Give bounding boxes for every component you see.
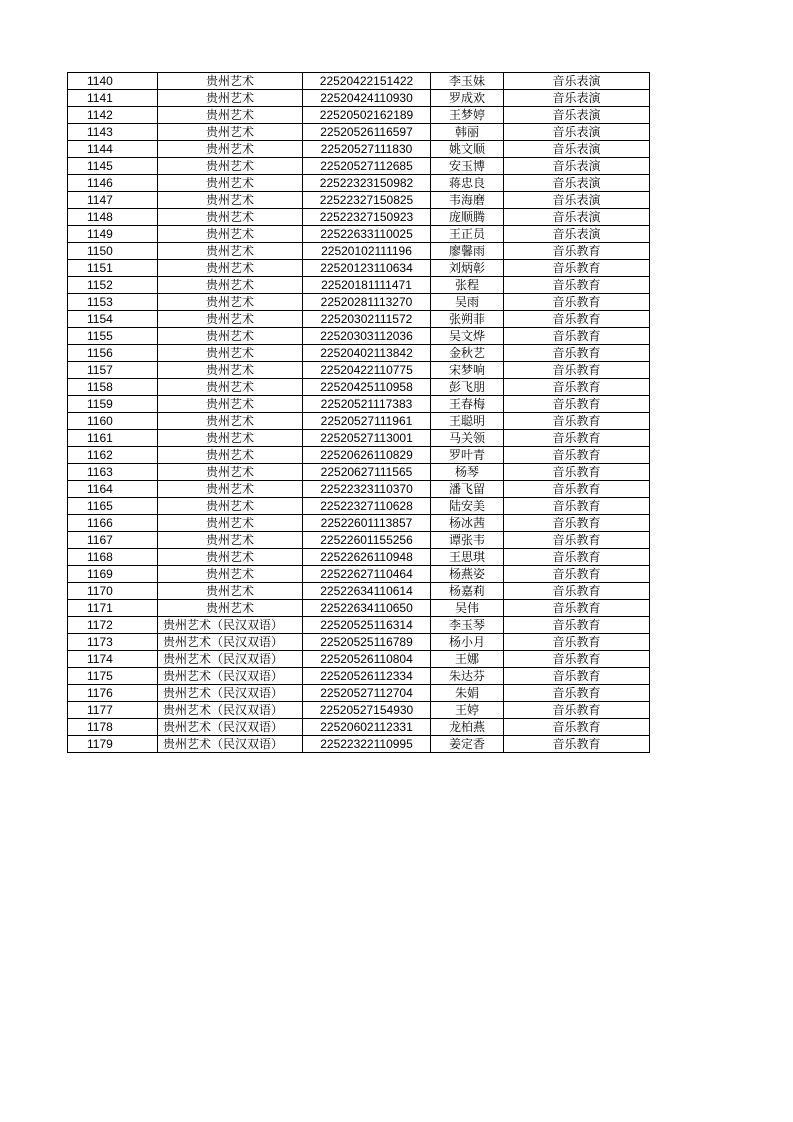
major-cell: 音乐教育 bbox=[504, 430, 650, 447]
exam-id-cell: 22522327150923 bbox=[303, 209, 431, 226]
major-cell: 音乐表演 bbox=[504, 90, 650, 107]
table-row bbox=[68, 175, 650, 192]
exam-id-cell: 22520102111196 bbox=[303, 243, 431, 260]
major-cell: 音乐表演 bbox=[504, 107, 650, 124]
school-cell: 贵州艺术 bbox=[158, 277, 303, 294]
table-row bbox=[68, 124, 650, 141]
table-row bbox=[68, 345, 650, 362]
table-row bbox=[68, 447, 650, 464]
row-number-cell: 1179 bbox=[68, 736, 158, 753]
student-name-cell: 马关领 bbox=[431, 430, 504, 447]
student-name-cell: 潘飞留 bbox=[431, 481, 504, 498]
major-cell: 音乐教育 bbox=[504, 498, 650, 515]
table-row bbox=[68, 702, 650, 719]
table-row bbox=[68, 413, 650, 430]
row-number-cell: 1177 bbox=[68, 702, 158, 719]
row-number-cell: 1150 bbox=[68, 243, 158, 260]
row-number-cell: 1174 bbox=[68, 651, 158, 668]
student-name-cell: 陆安美 bbox=[431, 498, 504, 515]
row-number-cell: 1140 bbox=[68, 73, 158, 90]
row-number-cell: 1172 bbox=[68, 617, 158, 634]
exam-id-cell: 22522323150982 bbox=[303, 175, 431, 192]
student-name-cell: 吴文烨 bbox=[431, 328, 504, 345]
table-row bbox=[68, 481, 650, 498]
student-name-cell: 杨燕姿 bbox=[431, 566, 504, 583]
table-row bbox=[68, 498, 650, 515]
major-cell: 音乐教育 bbox=[504, 328, 650, 345]
row-number-cell: 1165 bbox=[68, 498, 158, 515]
student-name-cell: 杨小月 bbox=[431, 634, 504, 651]
major-cell: 音乐教育 bbox=[504, 294, 650, 311]
school-cell: 贵州艺术（民汉双语） bbox=[158, 685, 303, 702]
student-name-cell: 韩丽 bbox=[431, 124, 504, 141]
row-number-cell: 1155 bbox=[68, 328, 158, 345]
exam-id-cell: 22520521117383 bbox=[303, 396, 431, 413]
exam-id-cell: 22520527112685 bbox=[303, 158, 431, 175]
table-row bbox=[68, 90, 650, 107]
table-row bbox=[68, 600, 650, 617]
exam-id-cell: 22520527111961 bbox=[303, 413, 431, 430]
row-number-cell: 1141 bbox=[68, 90, 158, 107]
student-name-cell: 韦海磨 bbox=[431, 192, 504, 209]
table-row bbox=[68, 141, 650, 158]
major-cell: 音乐教育 bbox=[504, 532, 650, 549]
table-row bbox=[68, 379, 650, 396]
table-row bbox=[68, 515, 650, 532]
major-cell: 音乐表演 bbox=[504, 209, 650, 226]
student-name-cell: 姜定香 bbox=[431, 736, 504, 753]
row-number-cell: 1176 bbox=[68, 685, 158, 702]
exam-id-cell: 22522601155256 bbox=[303, 532, 431, 549]
exam-id-cell: 22522327110628 bbox=[303, 498, 431, 515]
major-cell: 音乐教育 bbox=[504, 447, 650, 464]
school-cell: 贵州艺术（民汉双语） bbox=[158, 668, 303, 685]
row-number-cell: 1166 bbox=[68, 515, 158, 532]
row-number-cell: 1162 bbox=[68, 447, 158, 464]
table-row bbox=[68, 158, 650, 175]
row-number-cell: 1156 bbox=[68, 345, 158, 362]
major-cell: 音乐教育 bbox=[504, 668, 650, 685]
student-name-cell: 安玉博 bbox=[431, 158, 504, 175]
major-cell: 音乐教育 bbox=[504, 515, 650, 532]
row-number-cell: 1149 bbox=[68, 226, 158, 243]
row-number-cell: 1175 bbox=[68, 668, 158, 685]
row-number-cell: 1159 bbox=[68, 396, 158, 413]
school-cell: 贵州艺术 bbox=[158, 498, 303, 515]
exam-id-cell: 22522322110995 bbox=[303, 736, 431, 753]
major-cell: 音乐教育 bbox=[504, 345, 650, 362]
exam-id-cell: 22520527113001 bbox=[303, 430, 431, 447]
row-number-cell: 1178 bbox=[68, 719, 158, 736]
student-name-cell: 庞顺腾 bbox=[431, 209, 504, 226]
exam-id-cell: 22522327150825 bbox=[303, 192, 431, 209]
student-name-cell: 罗叶青 bbox=[431, 447, 504, 464]
student-name-cell: 廖馨雨 bbox=[431, 243, 504, 260]
table-row bbox=[68, 549, 650, 566]
exam-id-cell: 22520422151422 bbox=[303, 73, 431, 90]
school-cell: 贵州艺术 bbox=[158, 226, 303, 243]
table-row bbox=[68, 532, 650, 549]
exam-id-cell: 22520626110829 bbox=[303, 447, 431, 464]
major-cell: 音乐教育 bbox=[504, 702, 650, 719]
exam-id-cell: 22522626110948 bbox=[303, 549, 431, 566]
school-cell: 贵州艺术 bbox=[158, 311, 303, 328]
major-cell: 音乐教育 bbox=[504, 549, 650, 566]
exam-id-cell: 22520525116314 bbox=[303, 617, 431, 634]
exam-id-cell: 22520502162189 bbox=[303, 107, 431, 124]
school-cell: 贵州艺术 bbox=[158, 362, 303, 379]
major-cell: 音乐教育 bbox=[504, 583, 650, 600]
exam-id-cell: 22520123110634 bbox=[303, 260, 431, 277]
student-name-cell: 宋梦响 bbox=[431, 362, 504, 379]
school-cell: 贵州艺术 bbox=[158, 481, 303, 498]
student-name-cell: 谭张韦 bbox=[431, 532, 504, 549]
exam-id-cell: 22522601113857 bbox=[303, 515, 431, 532]
row-number-cell: 1152 bbox=[68, 277, 158, 294]
school-cell: 贵州艺术（民汉双语） bbox=[158, 719, 303, 736]
student-name-cell: 姚文顺 bbox=[431, 141, 504, 158]
major-cell: 音乐表演 bbox=[504, 141, 650, 158]
school-cell: 贵州艺术 bbox=[158, 294, 303, 311]
exam-id-cell: 22520527112704 bbox=[303, 685, 431, 702]
exam-id-cell: 22520302111572 bbox=[303, 311, 431, 328]
student-name-cell: 吴伟 bbox=[431, 600, 504, 617]
table-row bbox=[68, 260, 650, 277]
table-row bbox=[68, 583, 650, 600]
table-row bbox=[68, 226, 650, 243]
exam-id-cell: 22520525116789 bbox=[303, 634, 431, 651]
exam-id-cell: 22522634110614 bbox=[303, 583, 431, 600]
exam-id-cell: 22520402113842 bbox=[303, 345, 431, 362]
table-row bbox=[68, 566, 650, 583]
table-row bbox=[68, 396, 650, 413]
table-row bbox=[68, 294, 650, 311]
row-number-cell: 1170 bbox=[68, 583, 158, 600]
table-row bbox=[68, 311, 650, 328]
exam-id-cell: 22520181111471 bbox=[303, 277, 431, 294]
major-cell: 音乐教育 bbox=[504, 481, 650, 498]
major-cell: 音乐教育 bbox=[504, 600, 650, 617]
exam-id-cell: 22520424110930 bbox=[303, 90, 431, 107]
table-row bbox=[68, 362, 650, 379]
school-cell: 贵州艺术（民汉双语） bbox=[158, 617, 303, 634]
major-cell: 音乐表演 bbox=[504, 124, 650, 141]
row-number-cell: 1163 bbox=[68, 464, 158, 481]
school-cell: 贵州艺术 bbox=[158, 396, 303, 413]
student-name-cell: 罗成欢 bbox=[431, 90, 504, 107]
row-number-cell: 1151 bbox=[68, 260, 158, 277]
row-number-cell: 1171 bbox=[68, 600, 158, 617]
exam-id-cell: 22522627110464 bbox=[303, 566, 431, 583]
major-cell: 音乐教育 bbox=[504, 685, 650, 702]
school-cell: 贵州艺术（民汉双语） bbox=[158, 702, 303, 719]
school-cell: 贵州艺术 bbox=[158, 413, 303, 430]
exam-id-cell: 22520526110804 bbox=[303, 651, 431, 668]
row-number-cell: 1173 bbox=[68, 634, 158, 651]
table-row bbox=[68, 192, 650, 209]
exam-id-cell: 22520526112334 bbox=[303, 668, 431, 685]
table-row bbox=[68, 73, 650, 90]
major-cell: 音乐表演 bbox=[504, 175, 650, 192]
student-name-cell: 张朔菲 bbox=[431, 311, 504, 328]
major-cell: 音乐表演 bbox=[504, 73, 650, 90]
school-cell: 贵州艺术（民汉双语） bbox=[158, 736, 303, 753]
exam-id-cell: 22520602112331 bbox=[303, 719, 431, 736]
major-cell: 音乐教育 bbox=[504, 311, 650, 328]
student-name-cell: 张程 bbox=[431, 277, 504, 294]
student-name-cell: 彭飞朋 bbox=[431, 379, 504, 396]
student-name-cell: 王正员 bbox=[431, 226, 504, 243]
row-number-cell: 1145 bbox=[68, 158, 158, 175]
school-cell: 贵州艺术 bbox=[158, 192, 303, 209]
exam-id-cell: 22520303112036 bbox=[303, 328, 431, 345]
exam-id-cell: 22520526116597 bbox=[303, 124, 431, 141]
school-cell: 贵州艺术 bbox=[158, 175, 303, 192]
major-cell: 音乐教育 bbox=[504, 243, 650, 260]
school-cell: 贵州艺术 bbox=[158, 430, 303, 447]
student-name-cell: 李玉妹 bbox=[431, 73, 504, 90]
major-cell: 音乐教育 bbox=[504, 464, 650, 481]
major-cell: 音乐教育 bbox=[504, 396, 650, 413]
major-cell: 音乐教育 bbox=[504, 617, 650, 634]
student-name-cell: 王婷 bbox=[431, 702, 504, 719]
exam-id-cell: 22520422110775 bbox=[303, 362, 431, 379]
row-number-cell: 1169 bbox=[68, 566, 158, 583]
exam-id-cell: 22520627111565 bbox=[303, 464, 431, 481]
student-name-cell: 龙柏燕 bbox=[431, 719, 504, 736]
table-row bbox=[68, 243, 650, 260]
row-number-cell: 1157 bbox=[68, 362, 158, 379]
table-row bbox=[68, 209, 650, 226]
major-cell: 音乐教育 bbox=[504, 277, 650, 294]
school-cell: 贵州艺术 bbox=[158, 328, 303, 345]
student-name-cell: 朱达芬 bbox=[431, 668, 504, 685]
row-number-cell: 1153 bbox=[68, 294, 158, 311]
row-number-cell: 1144 bbox=[68, 141, 158, 158]
exam-id-cell: 22522323110370 bbox=[303, 481, 431, 498]
table-row bbox=[68, 328, 650, 345]
major-cell: 音乐表演 bbox=[504, 226, 650, 243]
school-cell: 贵州艺术 bbox=[158, 379, 303, 396]
school-cell: 贵州艺术 bbox=[158, 464, 303, 481]
exam-id-cell: 22522634110650 bbox=[303, 600, 431, 617]
student-name-cell: 杨琴 bbox=[431, 464, 504, 481]
row-number-cell: 1142 bbox=[68, 107, 158, 124]
school-cell: 贵州艺术 bbox=[158, 583, 303, 600]
school-cell: 贵州艺术 bbox=[158, 90, 303, 107]
student-name-cell: 朱娟 bbox=[431, 685, 504, 702]
school-cell: 贵州艺术 bbox=[158, 345, 303, 362]
student-name-cell: 李玉琴 bbox=[431, 617, 504, 634]
school-cell: 贵州艺术 bbox=[158, 158, 303, 175]
table-row bbox=[68, 685, 650, 702]
table-row bbox=[68, 719, 650, 736]
major-cell: 音乐教育 bbox=[504, 362, 650, 379]
exam-id-cell: 22520425110958 bbox=[303, 379, 431, 396]
student-name-cell: 吴雨 bbox=[431, 294, 504, 311]
school-cell: 贵州艺术 bbox=[158, 566, 303, 583]
exam-id-cell: 22520281113270 bbox=[303, 294, 431, 311]
school-cell: 贵州艺术 bbox=[158, 447, 303, 464]
school-cell: 贵州艺术 bbox=[158, 209, 303, 226]
student-name-cell: 杨嘉莉 bbox=[431, 583, 504, 600]
student-name-cell: 杨冰茜 bbox=[431, 515, 504, 532]
major-cell: 音乐教育 bbox=[504, 736, 650, 753]
table-row bbox=[68, 668, 650, 685]
exam-id-cell: 22520527111830 bbox=[303, 141, 431, 158]
major-cell: 音乐教育 bbox=[504, 719, 650, 736]
school-cell: 贵州艺术 bbox=[158, 141, 303, 158]
major-cell: 音乐表演 bbox=[504, 192, 650, 209]
student-name-cell: 蒋忠良 bbox=[431, 175, 504, 192]
exam-id-cell: 22522633110025 bbox=[303, 226, 431, 243]
row-number-cell: 1158 bbox=[68, 379, 158, 396]
major-cell: 音乐教育 bbox=[504, 413, 650, 430]
school-cell: 贵州艺术 bbox=[158, 532, 303, 549]
roster-table-body bbox=[68, 73, 650, 753]
table-row bbox=[68, 107, 650, 124]
row-number-cell: 1168 bbox=[68, 549, 158, 566]
table-row bbox=[68, 634, 650, 651]
student-name-cell: 王娜 bbox=[431, 651, 504, 668]
table-row bbox=[68, 617, 650, 634]
student-name-cell: 刘炳彰 bbox=[431, 260, 504, 277]
major-cell: 音乐教育 bbox=[504, 260, 650, 277]
school-cell: 贵州艺术 bbox=[158, 124, 303, 141]
table-row bbox=[68, 430, 650, 447]
row-number-cell: 1147 bbox=[68, 192, 158, 209]
student-name-cell: 王春梅 bbox=[431, 396, 504, 413]
school-cell: 贵州艺术（民汉双语） bbox=[158, 651, 303, 668]
row-number-cell: 1154 bbox=[68, 311, 158, 328]
row-number-cell: 1164 bbox=[68, 481, 158, 498]
school-cell: 贵州艺术 bbox=[158, 243, 303, 260]
student-name-cell: 金秋艺 bbox=[431, 345, 504, 362]
row-number-cell: 1148 bbox=[68, 209, 158, 226]
roster-table bbox=[67, 72, 650, 753]
table-row bbox=[68, 277, 650, 294]
student-name-cell: 王聪明 bbox=[431, 413, 504, 430]
student-name-cell: 王梦婷 bbox=[431, 107, 504, 124]
major-cell: 音乐教育 bbox=[504, 634, 650, 651]
table-row bbox=[68, 736, 650, 753]
school-cell: 贵州艺术 bbox=[158, 73, 303, 90]
table-row bbox=[68, 464, 650, 481]
school-cell: 贵州艺术（民汉双语） bbox=[158, 634, 303, 651]
school-cell: 贵州艺术 bbox=[158, 515, 303, 532]
row-number-cell: 1143 bbox=[68, 124, 158, 141]
exam-id-cell: 22520527154930 bbox=[303, 702, 431, 719]
row-number-cell: 1160 bbox=[68, 413, 158, 430]
row-number-cell: 1161 bbox=[68, 430, 158, 447]
major-cell: 音乐教育 bbox=[504, 651, 650, 668]
school-cell: 贵州艺术 bbox=[158, 549, 303, 566]
row-number-cell: 1167 bbox=[68, 532, 158, 549]
row-number-cell: 1146 bbox=[68, 175, 158, 192]
major-cell: 音乐教育 bbox=[504, 566, 650, 583]
school-cell: 贵州艺术 bbox=[158, 107, 303, 124]
table-row bbox=[68, 651, 650, 668]
student-name-cell: 王思琪 bbox=[431, 549, 504, 566]
school-cell: 贵州艺术 bbox=[158, 260, 303, 277]
school-cell: 贵州艺术 bbox=[158, 600, 303, 617]
major-cell: 音乐表演 bbox=[504, 158, 650, 175]
major-cell: 音乐教育 bbox=[504, 379, 650, 396]
